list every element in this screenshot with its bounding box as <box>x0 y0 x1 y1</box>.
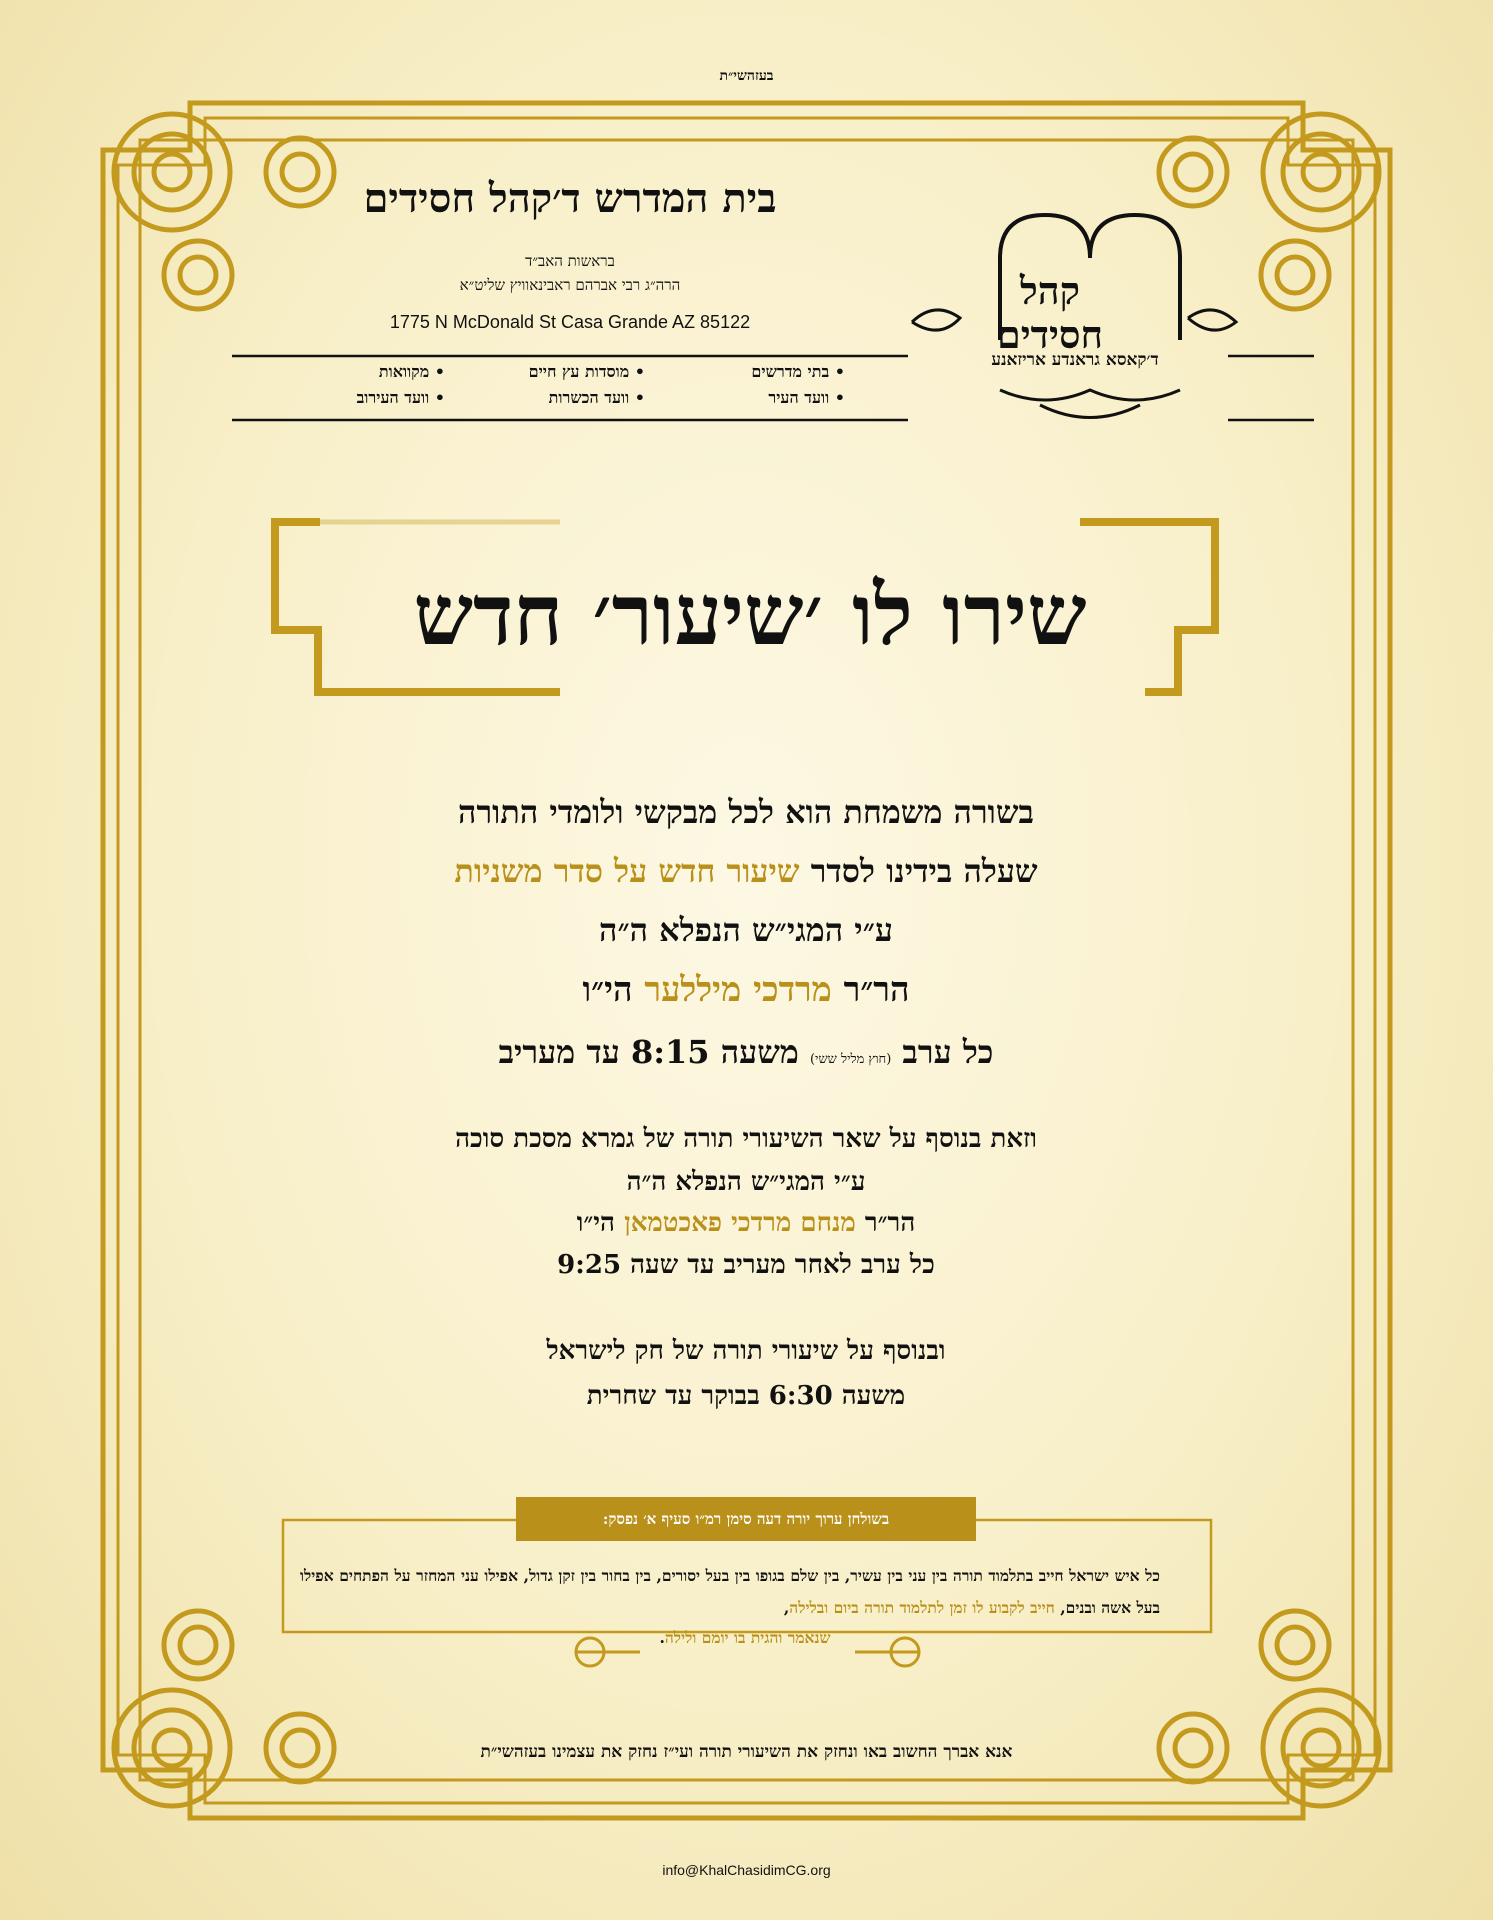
logo-text-line-1: קהל <box>1020 268 1080 313</box>
announcement-line-3: ע״י המגי״ש הנפלא ה״ה <box>599 911 893 949</box>
quote-end: שנאמר והגית בו יומם ולילה. <box>659 1628 831 1647</box>
second-shiur-line-3: הר״ר מנחם מרדכי פאכטמאן הי״ו <box>576 1208 916 1238</box>
department-item: • בתי מדרשים <box>751 362 845 381</box>
departments-list <box>245 362 845 414</box>
header-subtitle-1: בראשות האב״ד <box>525 252 615 270</box>
department-item: • וועד העירוב <box>356 388 445 407</box>
third-shiur-line-1: ובנוסף על שיעורי תורה של חק לישראל <box>546 1336 946 1366</box>
department-item: • מוסדות עץ חיים <box>528 362 645 381</box>
logo-subtitle: ד׳קאסא גראנדע אריזאנע <box>991 350 1159 370</box>
corner-spiral-tl <box>114 114 230 230</box>
department-item: • וועד הכשרות <box>548 388 645 407</box>
second-shiur-line-4: כל ערב לאחר מעריב עד שעה 9:25 <box>557 1250 935 1280</box>
quote-header: בשולחן ערוך יורה דעה סימן רמ״ו סעיף א׳ נפסק: <box>516 1497 976 1541</box>
second-shiur-line-1: וזאת בנוסף על שאר השיעורי תורה של גמרא מסכת סוכה <box>455 1124 1037 1154</box>
second-shiur-line-2: ע״י המגי״ש הנפלא ה״ה <box>626 1167 866 1197</box>
main-title: שירו לו ׳שיעור׳ חדש <box>413 565 1087 664</box>
corner-spiral-tr <box>1263 114 1379 230</box>
footer-text: אנא אברך החשוב באו ונחזק את השיעורי תורה ועי״ז נחזק את עצמינו בעזהשי״ת <box>480 1742 1013 1762</box>
announcement-line-1: בשורה משמחת הוא לכל מבקשי ולומדי התורה <box>458 793 1034 831</box>
department-item: • מקוואות <box>378 362 445 381</box>
logo-text-line-2: חסידים <box>996 312 1104 357</box>
department-item: • וועד העיר <box>768 388 845 407</box>
contact-email: info@KhalChasidimCG.org <box>662 1862 831 1878</box>
header-subtitle-2: הרה״ג רבי אברהם ראבינאוויץ שליט״א <box>459 276 681 294</box>
third-shiur-line-2: משעה 6:30 בבוקר עד שחרית <box>586 1381 906 1411</box>
quote-text: כל איש ישראל חייב בתלמוד תורה בין עני בין עשיר, בין שלם בגופו בין בעל יסורים, בין בחור בין זקן גדול, אפילו עני המחזר על הפתחים אפילו בעל אשה ובנים, חייב לקבוע לו זמן לתלמוד תורה ביום ובלילה, <box>300 1566 1160 1617</box>
header-address: 1775 N McDonald St Casa Grande AZ 85122 <box>389 312 751 332</box>
announcement-line-5: כל ערב (חוץ מליל ששי) משעה 8:15 עד מעריב <box>498 1033 994 1071</box>
announcement-line-4: הר״ר מרדכי מיללער הי״ו <box>582 970 910 1010</box>
announcement-line-2: שעלה בידינו לסדר שיעור חדש על סדר משניות <box>454 852 1038 890</box>
header-title: בית המדרש ד׳קהל חסידים <box>363 175 777 222</box>
top-note: בעזהשי״ת <box>719 68 774 84</box>
